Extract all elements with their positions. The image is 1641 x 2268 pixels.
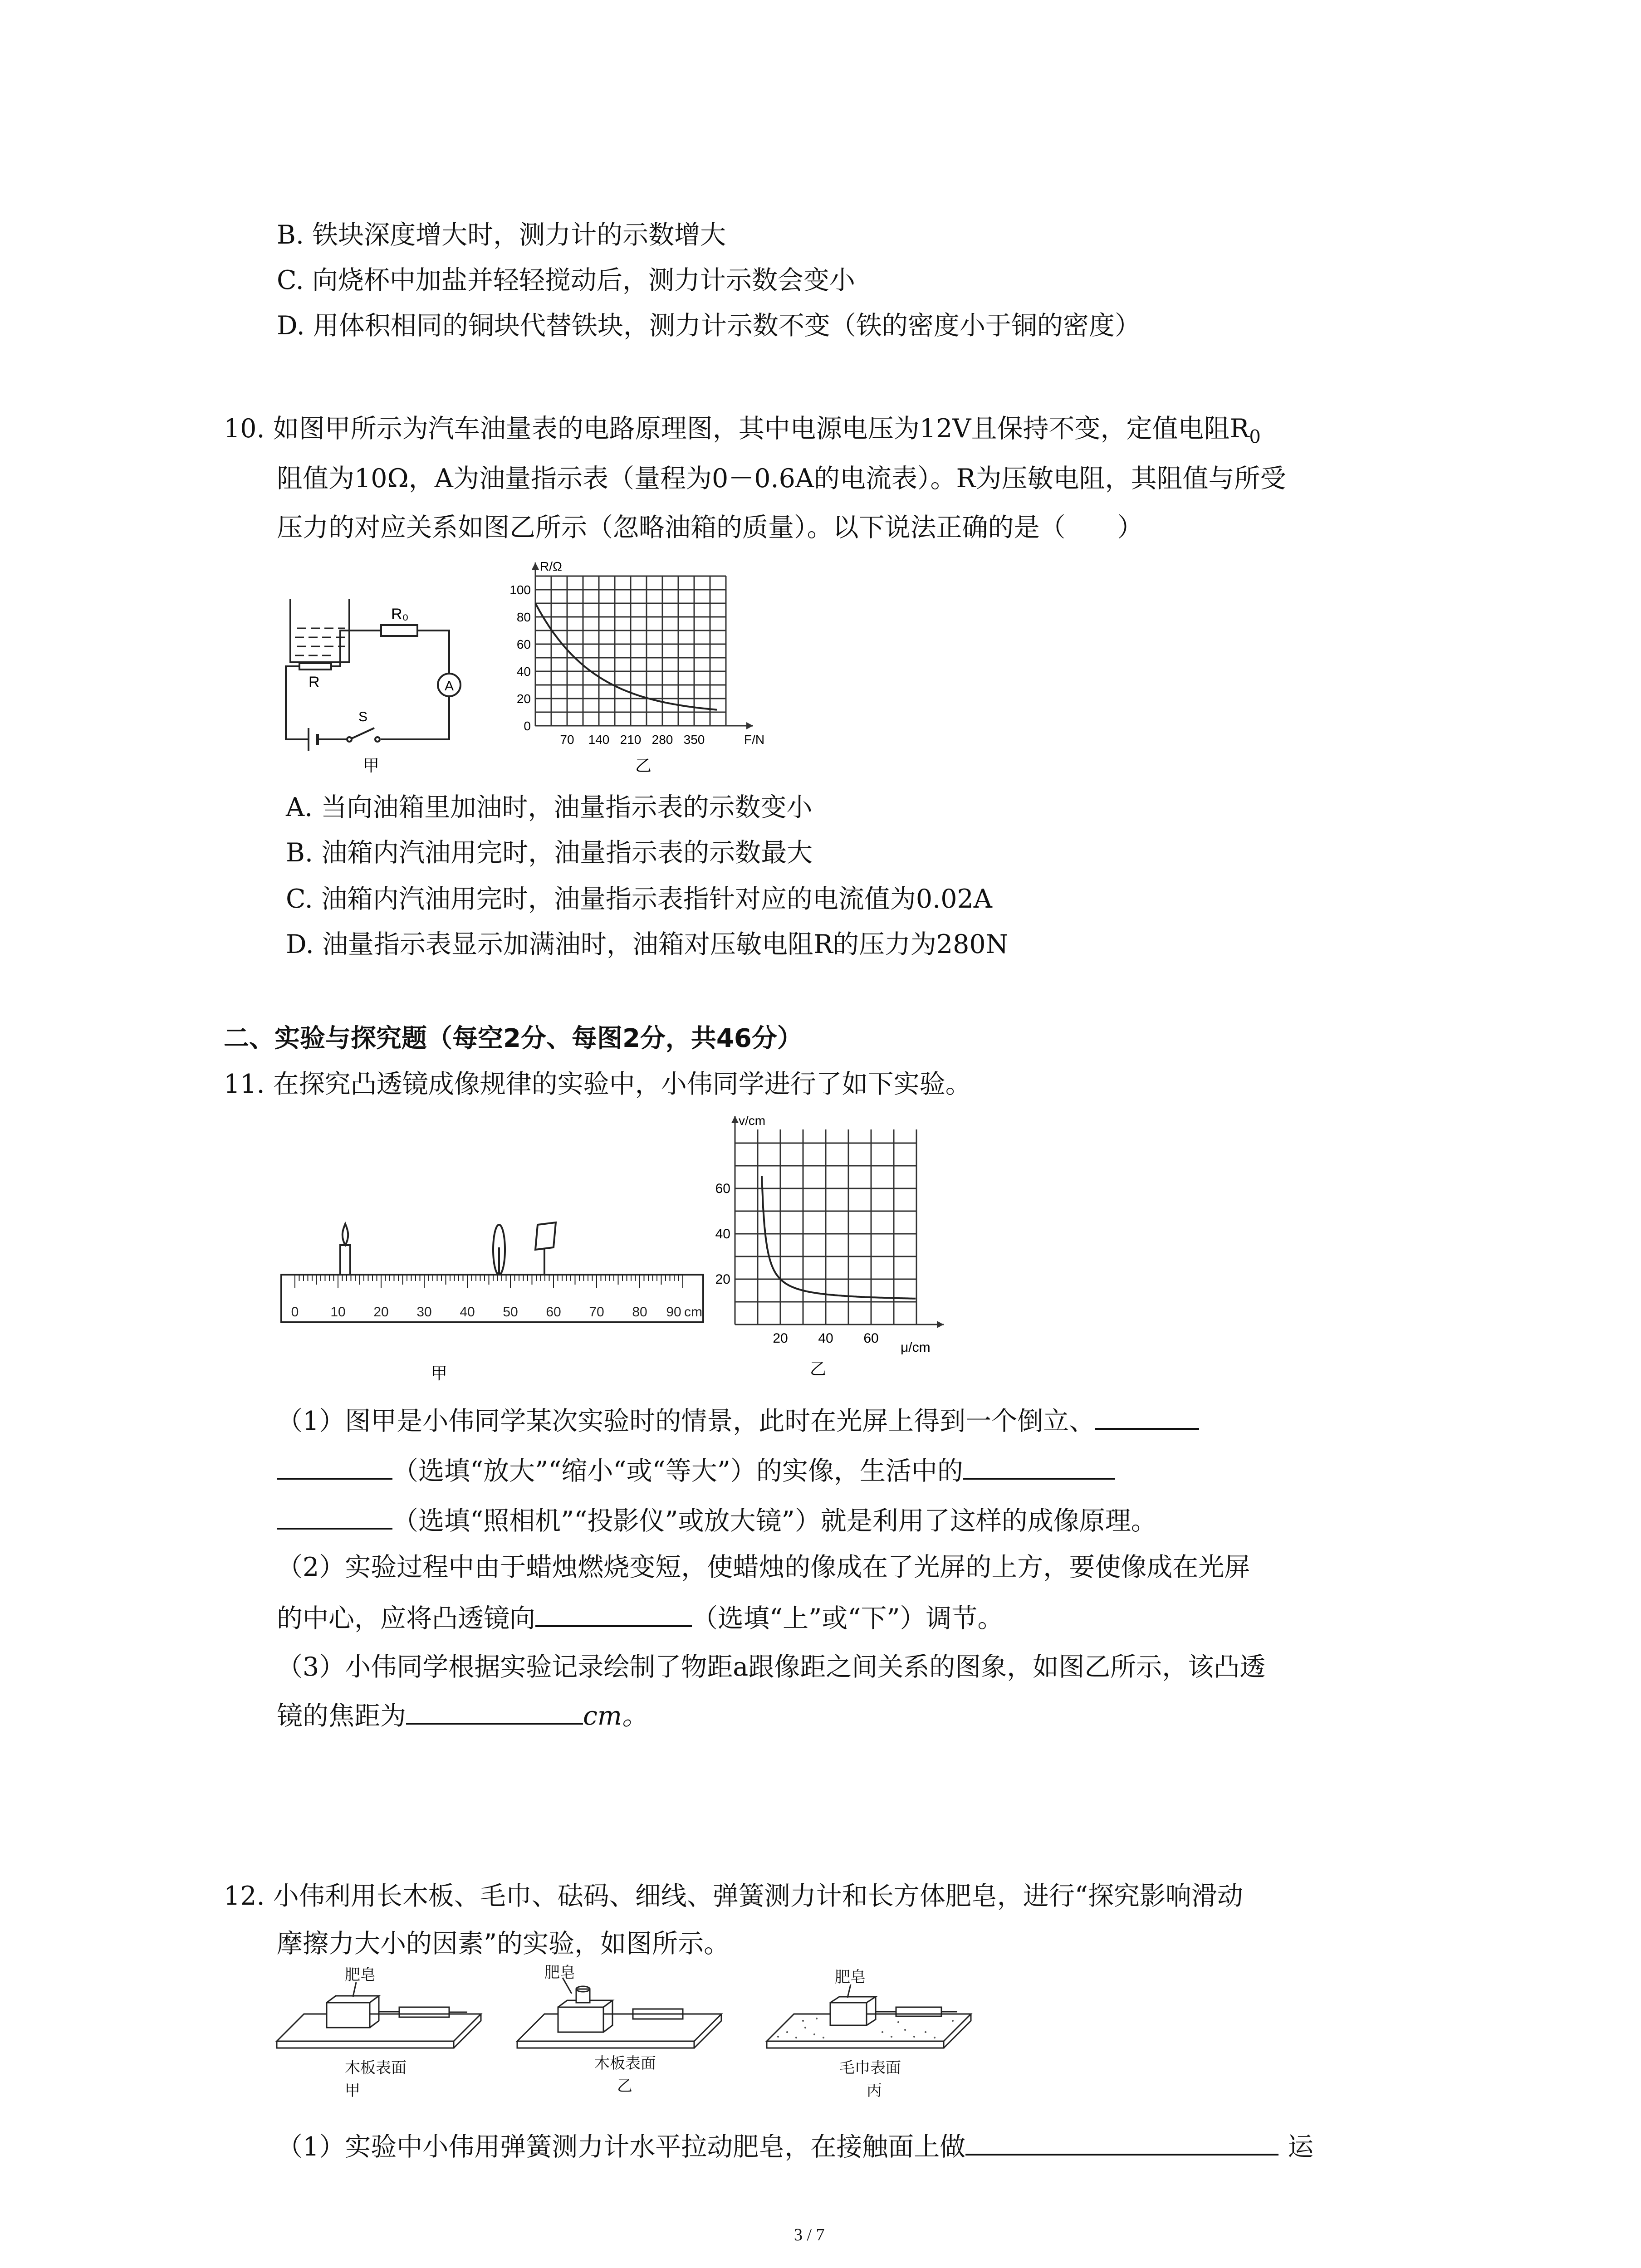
answer-blank[interactable] — [1095, 1402, 1199, 1430]
q11-part3-text: cm。 — [583, 1701, 648, 1731]
ruler-tick-label: 20 — [373, 1305, 389, 1320]
graph-xlabel: μ/cm — [901, 1340, 931, 1355]
ruler-tick-label: 70 — [589, 1305, 604, 1320]
q11-part1-text: （1）图甲是小伟同学某次实验时的情景，此时在光屏上得到一个倒立、 — [277, 1406, 1095, 1436]
q11-stem: 11. 在探究凸透镜成像规律的实验中，小伟同学进行了如下实验。 — [224, 1069, 971, 1099]
y-tick: 40 — [516, 665, 531, 679]
q11-optical-bench — [272, 1198, 708, 1388]
x-tick: 280 — [652, 733, 673, 747]
surface-label: 木板表面 — [345, 2059, 407, 2077]
x-tick: 40 — [818, 1331, 833, 1346]
ruler-unit: cm — [684, 1305, 702, 1320]
y-tick: 40 — [715, 1227, 730, 1242]
q12-stem-line2: 摩擦力大小的因素”的实验，如图所示。 — [277, 1929, 730, 1959]
q12-part1 — [277, 2127, 1313, 2165]
q10-option-c: C. 油箱内汽油用完时，油量指示表指针对应的电流值为0.02A — [286, 884, 992, 914]
x-tick: 60 — [863, 1331, 879, 1346]
soap-tag: 肥皂 — [345, 1966, 376, 1984]
q9-option-d: D. 用体积相同的铜块代替铁块，测力计示数不变（铁的密度小于铜的密度） — [277, 311, 1141, 341]
answer-blank[interactable] — [277, 1501, 392, 1530]
q11-part2-text: （选填“上”或“下”）调节。 — [692, 1603, 1004, 1633]
ruler-tick-label: 50 — [503, 1305, 518, 1320]
q11-part1-line1 — [277, 1402, 1199, 1439]
q11-part1-line3 — [277, 1501, 1157, 1539]
q11-part2-text: 的中心，应将凸透镜向 — [277, 1603, 535, 1633]
fig-jia-label: 甲 — [363, 756, 380, 775]
q11-part2-line1: （2）实验过程中由于蜡烛燃烧变短，使蜡烛的像成在了光屏的上方，要使像成在光屏 — [277, 1552, 1250, 1582]
fig-jia-label: 甲 — [431, 1364, 448, 1383]
answer-blank[interactable] — [963, 1452, 1115, 1480]
ruler-tick-label: 10 — [330, 1305, 346, 1320]
answer-blank[interactable] — [535, 1599, 692, 1627]
q12-part1-text: 运 — [1288, 2132, 1314, 2162]
r-label: R — [309, 674, 320, 691]
surface-label: 木板表面 — [594, 2055, 656, 2072]
y-tick: 60 — [715, 1181, 730, 1196]
q10-stem-line3: 压力的对应关系如图乙所示（忽略油箱的质量）。以下说法正确的是（ ） — [277, 513, 1143, 543]
q11-part3-text: 镜的焦距为 — [277, 1701, 406, 1731]
graph-xlabel: F/N — [744, 733, 765, 747]
q11-part2-line2 — [277, 1599, 1004, 1637]
y-tick: 100 — [509, 583, 531, 597]
q11-part3-line1: （3）小伟同学根据实验记录绘制了物距a跟像距之间关系的图象，如图乙所示，该凸透 — [277, 1652, 1266, 1682]
q12-stem-line1: 12. 小伟利用长木板、毛巾、砝码、细线、弹簧测力计和长方体肥皂，进行“探究影响滑动 — [224, 1881, 1243, 1911]
switch-label: S — [358, 709, 368, 724]
page-number: 3 / 7 — [794, 2225, 825, 2244]
q10-option-b: B. 油箱内汽油用完时，油量指示表的示数最大 — [286, 838, 813, 868]
y-tick: 20 — [715, 1272, 730, 1287]
ammeter-label: A — [445, 679, 454, 694]
y-tick: 20 — [516, 692, 531, 706]
q11-part1-text: （选填“照相机”“投影仪”或放大镜”）就是利用了这样的成像原理。 — [392, 1506, 1157, 1536]
x-tick: 70 — [560, 733, 574, 747]
figure-label: 丙 — [867, 2082, 882, 2099]
figure-label: 甲 — [345, 2082, 360, 2099]
q12-part1-text: （1）实验中小伟用弹簧测力计水平拉动肥皂，在接触面上做 — [277, 2132, 966, 2162]
figure-label: 乙 — [617, 2077, 632, 2095]
q10-circuit-figure — [272, 590, 481, 780]
q11-part1-line2 — [277, 1452, 1115, 1489]
answer-blank[interactable] — [965, 2127, 1279, 2156]
graph-ylabel: v/cm — [739, 1114, 766, 1128]
r0-label: R₀ — [391, 606, 409, 623]
fig-yi-label: 乙 — [635, 756, 652, 775]
q11-part3-line2 — [277, 1696, 648, 1734]
fig-yi-label: 乙 — [810, 1359, 827, 1378]
q10-stem-text: 10. 如图甲所示为汽车油量表的电路原理图，其中电源电压为12V且保持不变，定值电阻R — [224, 414, 1249, 444]
q9-option-c: C. 向烧杯中加盐并轻轻搅动后，测力计示数会变小 — [277, 265, 855, 295]
y-tick: 0 — [524, 719, 531, 733]
ruler-tick-label: 0 — [291, 1305, 299, 1320]
q11-image-distance-graph — [708, 1107, 962, 1388]
x-tick: 20 — [773, 1331, 788, 1346]
x-tick: 350 — [683, 733, 705, 747]
surface-label: 毛巾表面 — [839, 2059, 901, 2077]
x-tick: 210 — [620, 733, 642, 747]
y-tick: 60 — [516, 637, 531, 651]
q10-stem-line1 — [224, 411, 1261, 455]
ruler-tick-label: 40 — [460, 1305, 475, 1320]
q10-resistance-graph — [499, 558, 817, 794]
ruler-tick-label: 80 — [632, 1305, 647, 1320]
q10-stem-line2: 阻值为10Ω，A为油量指示表（量程为0－0.6A的电流表）。R为压敏电阻，其阻值与所受 — [277, 464, 1286, 494]
q9-option-b: B. 铁块深度增大时，测力计的示数增大 — [277, 220, 726, 250]
y-tick: 80 — [516, 610, 531, 624]
ruler-tick-label: 30 — [416, 1305, 432, 1320]
ruler-tick-label: 60 — [546, 1305, 561, 1320]
answer-blank[interactable] — [406, 1696, 583, 1725]
graph-ylabel: R/Ω — [540, 559, 562, 573]
ruler-tick-label: 90 — [666, 1305, 681, 1320]
q12-friction-figures — [272, 1964, 1007, 2114]
soap-tag: 肥皂 — [835, 1969, 866, 1986]
soap-tag: 肥皂 — [544, 1964, 575, 1981]
r0-subscript: 0 — [1249, 426, 1261, 448]
x-tick: 140 — [588, 733, 610, 747]
section-heading: 二、实验与探究题（每空2分、每图2分，共46分） — [224, 1024, 803, 1053]
q10-option-d: D. 油量指示表显示加满油时，油箱对压敏电阻R的压力为280N — [286, 929, 1009, 959]
q11-part1-text: （选填“放大”“缩小“或“等大”）的实像，生活中的 — [392, 1456, 963, 1486]
q10-option-a: A. 当向油箱里加油时，油量指示表的示数变小 — [286, 792, 813, 822]
answer-blank[interactable] — [277, 1452, 392, 1480]
